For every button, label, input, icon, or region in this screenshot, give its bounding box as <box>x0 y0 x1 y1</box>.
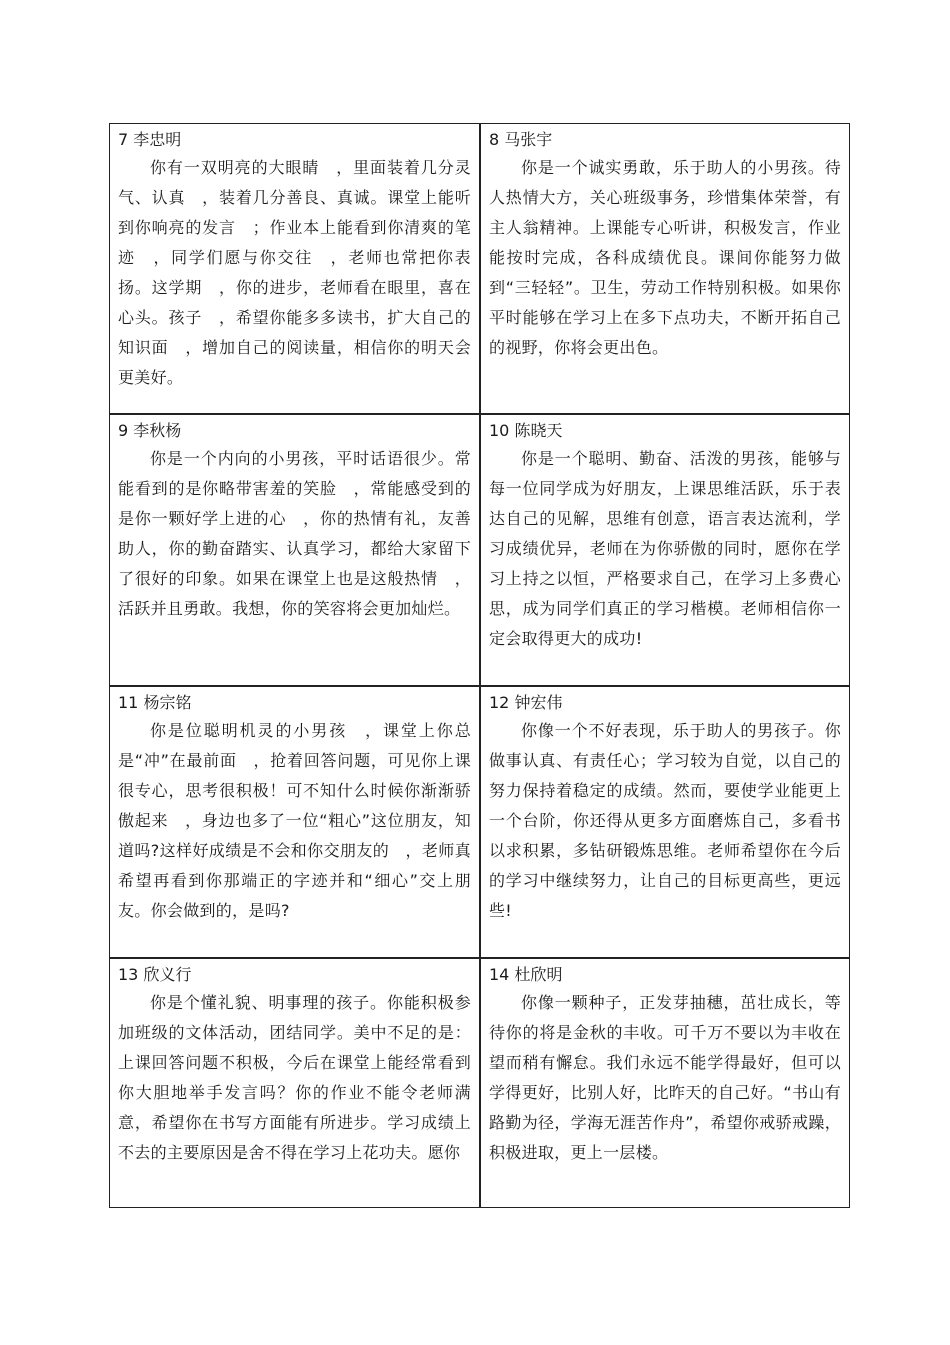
comment-text: 你有一双明亮的大眼睛 ，里面装着几分灵气、认真 ，装着几分善良、真诚。课堂上能听到你响亮的发言 ；作业本上能看到你清爽的笔迹 ，同学们愿与你交往 ，老师也常把你表扬。这学期 ，你的进步，老师看在眼里，喜在心头。孩子 ，希望你能多多读书，扩大自己的知识面 ，增加自己的阅读量，相信你的明天会更美好。 <box>118 158 471 387</box>
comment-cell <box>481 124 849 413</box>
comment-text: 你像一个不好表现，乐于助人的男孩子。你做事认真、有责任心；学习较为自觉，以自己的努力保持着稳定的成绩。然而，要使学业能更上一个台阶，你还得从更多方面磨炼自己，多看书以求积累，多钻研锻炼思维。老师希望你在今后的学习中继续努力，让自己的目标更高些，更远些! <box>489 721 841 920</box>
comment-text: 你是一个诚实勇敢，乐于助人的小男孩。待人热情大方，关心班级事务，珍惜集体荣誉，有主人翁精神。上课能专心听讲，积极发言，作业能按时完成，各科成绩优良。课间你能努力做到“三轻轻”。卫生，劳动工作特别积极。如果你平时能够在学习上在多下点功夫，不断开拓自己的视野，你将会更出色。 <box>489 158 841 357</box>
comment-text: 你是一个内向的小男孩，平时话语很少。常能看到的是你略带害羞的笑脸 ，常能感受到的是你一颗好学上进的心 ，你的热情有礼，友善助人，你的勤奋踏实、认真学习，都给大家留下了很好的印象。如果在课堂上也是这般热情 ，活跃并且勇敢。我想，你的笑容将会更加灿烂。 <box>118 449 471 618</box>
student-title: 11 杨宗铭 <box>118 693 192 712</box>
student-title: 14 杜欣明 <box>489 965 563 984</box>
comment-text: 你是位聪明机灵的小男孩 ，课堂上你总是“冲”在最前面 ，抢着回答问题，可见你上课很专心，思考很积极！可不知什么时候你渐渐骄傲起来 ，身边也多了一位“粗心”这位朋友，知道吗?这样好成绩是不会和你交朋友的 ，老师真希望再看到你那端正的字迹并和“细心”交上朋友。你会做到的，是吗? <box>118 721 471 920</box>
student-title: 9 李秋杨 <box>118 421 182 440</box>
comment-cell <box>481 687 849 957</box>
comment-cell <box>110 959 479 1206</box>
student-title: 7 李忠明 <box>118 130 182 149</box>
student-title: 10 陈晓天 <box>489 421 563 440</box>
comment-cell <box>110 415 479 685</box>
student-title: 13 欣义行 <box>118 965 192 984</box>
comment-cell <box>481 959 849 1206</box>
student-title: 8 马张宇 <box>489 130 553 149</box>
comment-text: 你是一个聪明、勤奋、活泼的男孩，能够与每一位同学成为好朋友，上课思维活跃，乐于表达自己的见解，思维有创意，语言表达流利，学习成绩优异，老师在为你骄傲的同时，愿你在学习上持之以恒，严格要求自己，在学习上多费心思，成为同学们真正的学习楷模。老师相信你一定会取得更大的成功! <box>489 449 841 648</box>
comments-table <box>109 123 850 1208</box>
comment-cell <box>110 124 479 413</box>
comment-cell <box>110 687 479 957</box>
comment-cell <box>481 415 849 685</box>
comment-text: 你是个懂礼貌、明事理的孩子。你能积极参加班级的文体活动，团结同学。美中不足的是：上课回答问题不积极，今后在课堂上能经常看到你大胆地举手发言吗？你的作业不能令老师满意，希望你在书写方面能有所进步。学习成绩上不去的主要原因是舍不得在学习上花功夫。愿你 <box>118 993 471 1162</box>
student-title: 12 钟宏伟 <box>489 693 563 712</box>
comment-text: 你像一颗种子，正发芽抽穗，茁壮成长，等待你的将是金秋的丰收。可千万不要以为丰收在望而稍有懈怠。我们永远不能学得最好，但可以学得更好，比别人好，比昨天的自己好。“书山有路勤为径，学海无涯苦作舟”，希望你戒骄戒躁，积极进取，更上一层楼。 <box>489 993 841 1162</box>
